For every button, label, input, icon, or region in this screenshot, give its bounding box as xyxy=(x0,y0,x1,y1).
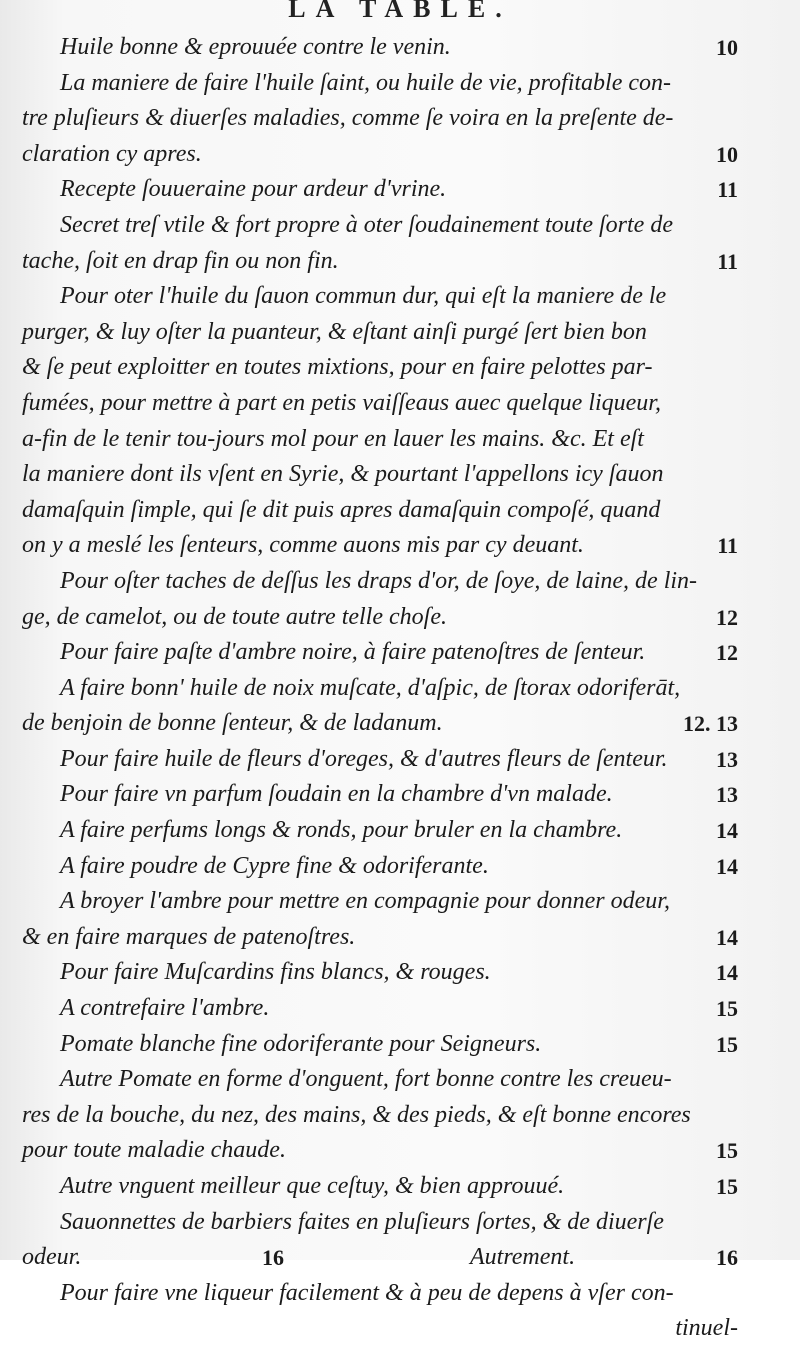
toc-page-number: 16 xyxy=(262,1245,284,1271)
toc-line xyxy=(0,920,800,956)
toc-line-text: Pour oſter taches de deſſus les draps d'or, de ſoye, de laine, de lin- xyxy=(60,567,698,594)
toc-line xyxy=(0,350,800,386)
toc-line xyxy=(0,528,800,564)
toc-line xyxy=(0,493,800,529)
toc-line-text: Pour faire Muſcardins fins blancs, & rouges. xyxy=(60,959,491,986)
toc-line xyxy=(0,315,800,351)
toc-line xyxy=(0,742,800,778)
toc-line-text: a-fin de le tenir tou-jours mol pour en lauer les mains. &c. Et eſt xyxy=(22,425,644,452)
toc-line-text: claration cy apres. xyxy=(22,140,202,167)
toc-line xyxy=(0,66,800,102)
toc-line-text: purger, & luy oſter la puanteur, & eſtant ainſi purgé ſert bien bon xyxy=(22,318,647,345)
toc-line-text: tre pluſieurs & diuerſes maladies, comme ſe voira en la preſente de- xyxy=(22,105,674,132)
toc-line xyxy=(0,457,800,493)
toc-page-number: 11 xyxy=(717,533,738,559)
toc-page-number: 14 xyxy=(716,853,738,879)
toc-line xyxy=(0,279,800,315)
toc-page-number: 15 xyxy=(716,1138,738,1164)
toc-line xyxy=(0,884,800,920)
toc-page-number: 15 xyxy=(716,1031,738,1057)
toc-line xyxy=(0,172,800,208)
toc-line xyxy=(0,849,800,885)
toc-line-text: pour toute maladie chaude. xyxy=(22,1137,286,1164)
toc-line-text: Autre Pomate en forme d'onguent, fort bonne contre les creueu- xyxy=(60,1066,672,1093)
toc-line xyxy=(0,813,800,849)
toc-line-text: Pomate blanche fine odoriferante pour Seigneurs. xyxy=(60,1030,542,1057)
toc-line xyxy=(0,706,800,742)
toc-line-text: Sauonnettes de barbiers faites en pluſieurs ſortes, & de diuerſe xyxy=(60,1208,664,1235)
toc-line-text: A faire perfums longs & ronds, pour bruler en la chambre. xyxy=(60,817,623,844)
toc-page-number: 14 xyxy=(716,924,738,950)
toc-line xyxy=(0,101,800,137)
toc-page-number: 11 xyxy=(717,177,738,203)
toc-line-text: ge, de camelot, ou de toute autre telle choſe. xyxy=(22,603,447,630)
toc-line-text: La maniere de faire l'huile ſaint, ou huile de vie, profitable con- xyxy=(60,69,672,96)
toc-line-text: Pour faire vn parfum ſoudain en la chambre d'vn malade. xyxy=(60,781,613,808)
toc-page-number: 15 xyxy=(716,996,738,1022)
toc-line-text: odeur. xyxy=(22,1244,82,1271)
toc-line-text: la maniere dont ils vſent en Syrie, & pourtant l'appellons icy ſauon xyxy=(22,461,664,488)
toc-line-text: Secret treſ vtile & fort propre à oter ſoudainement toute ſorte de xyxy=(60,211,673,238)
toc-line xyxy=(0,244,800,280)
toc-line-text: Pour faire paſte d'ambre noire, à faire patenoſtres de ſenteur. xyxy=(60,639,646,666)
toc-line xyxy=(0,1240,800,1276)
toc-line-text: A faire poudre de Cypre fine & odoriferante. xyxy=(60,852,489,879)
toc-line-text: Autre vnguent meilleur que ceſtuy, & bien approuué. xyxy=(60,1173,565,1199)
toc-line-text: Pour oter l'huile du ſauon commun dur, qui eſt la maniere de le xyxy=(60,283,667,310)
toc-page-number: 12. 13 xyxy=(683,711,738,737)
toc-line xyxy=(0,635,800,671)
toc-line-text: fumées, pour mettre à part en petis vaiſſeaus auec quelque liqueur, xyxy=(22,389,661,416)
toc-line xyxy=(0,564,800,600)
toc-line xyxy=(0,208,800,244)
toc-line xyxy=(0,1311,800,1347)
toc-page-number: 15 xyxy=(716,1174,738,1199)
toc-line-text: A broyer l'ambre pour mettre en compagnie pour donner odeur, xyxy=(60,888,670,915)
toc-line xyxy=(0,991,800,1027)
toc-line xyxy=(0,422,800,458)
toc-line-text: & ſe peut exploitter en toutes mixtions, pour en faire pelottes par- xyxy=(22,354,653,381)
toc-line xyxy=(0,955,800,991)
toc-line-text: res de la bouche, du nez, des mains, & des pieds, & eſt bonne encores xyxy=(22,1101,691,1128)
toc-page-number: 12 xyxy=(716,604,738,630)
toc-line xyxy=(0,1133,800,1169)
toc-page-number: 14 xyxy=(716,960,738,986)
toc-line xyxy=(0,1205,800,1241)
page-header: LA TABLE. xyxy=(288,0,512,23)
toc-line-text: & en faire marques de patenoſtres. xyxy=(22,923,356,950)
toc-page-number: 14 xyxy=(716,818,738,844)
toc-line xyxy=(0,671,800,707)
toc-line xyxy=(0,30,800,66)
toc-page-number: 10 xyxy=(716,141,738,167)
toc-line xyxy=(0,137,800,173)
toc-page-number: 11 xyxy=(717,248,738,274)
toc-line xyxy=(0,1098,800,1134)
toc-line-text: A contrefaire l'ambre. xyxy=(60,995,270,1022)
toc-line-text: tache, ſoit en drap fin ou non fin. xyxy=(22,247,339,274)
toc-line-text: Pour faire vne liqueur facilement & à peu de depens à vſer con- xyxy=(60,1279,674,1306)
toc-page-number: 13 xyxy=(716,782,738,808)
toc-line xyxy=(0,1276,800,1312)
toc-page-number: 13 xyxy=(716,746,738,772)
toc-line xyxy=(0,1027,800,1063)
toc-line-text: de benjoin de bonne ſenteur, & de ladanum. xyxy=(22,710,443,737)
toc-line-text: tinuel- xyxy=(675,1315,738,1342)
toc-line-text: A faire bonn' huile de noix muſcate, d'aſpic, de ſtorax odoriferāt, xyxy=(60,674,681,701)
toc-page-number: 12 xyxy=(716,640,738,666)
toc-line xyxy=(0,1062,800,1098)
toc-page-number: 10 xyxy=(716,35,738,60)
toc-line xyxy=(0,1169,800,1205)
toc-page-number: 16 xyxy=(716,1245,738,1271)
toc-line xyxy=(0,386,800,422)
toc-line-text: on y a meslé les ſenteurs, comme auons mis par cy deuant. xyxy=(22,532,584,559)
toc-line-text: Recepte ſouueraine pour ardeur d'vrine. xyxy=(60,176,447,203)
toc-line xyxy=(0,777,800,813)
table-of-contents xyxy=(0,30,800,1347)
toc-line xyxy=(0,600,800,636)
toc-line-text: Autrement. xyxy=(470,1244,576,1271)
toc-line-text: Huile bonne & eprouuée contre le venin. xyxy=(60,34,451,60)
toc-line-text: Pour faire huile de fleurs d'oreges, & d'autres fleurs de ſenteur. xyxy=(60,745,668,772)
toc-line-text: damaſquin ſimple, qui ſe dit puis apres damaſquin compoſé, quand xyxy=(22,496,661,523)
